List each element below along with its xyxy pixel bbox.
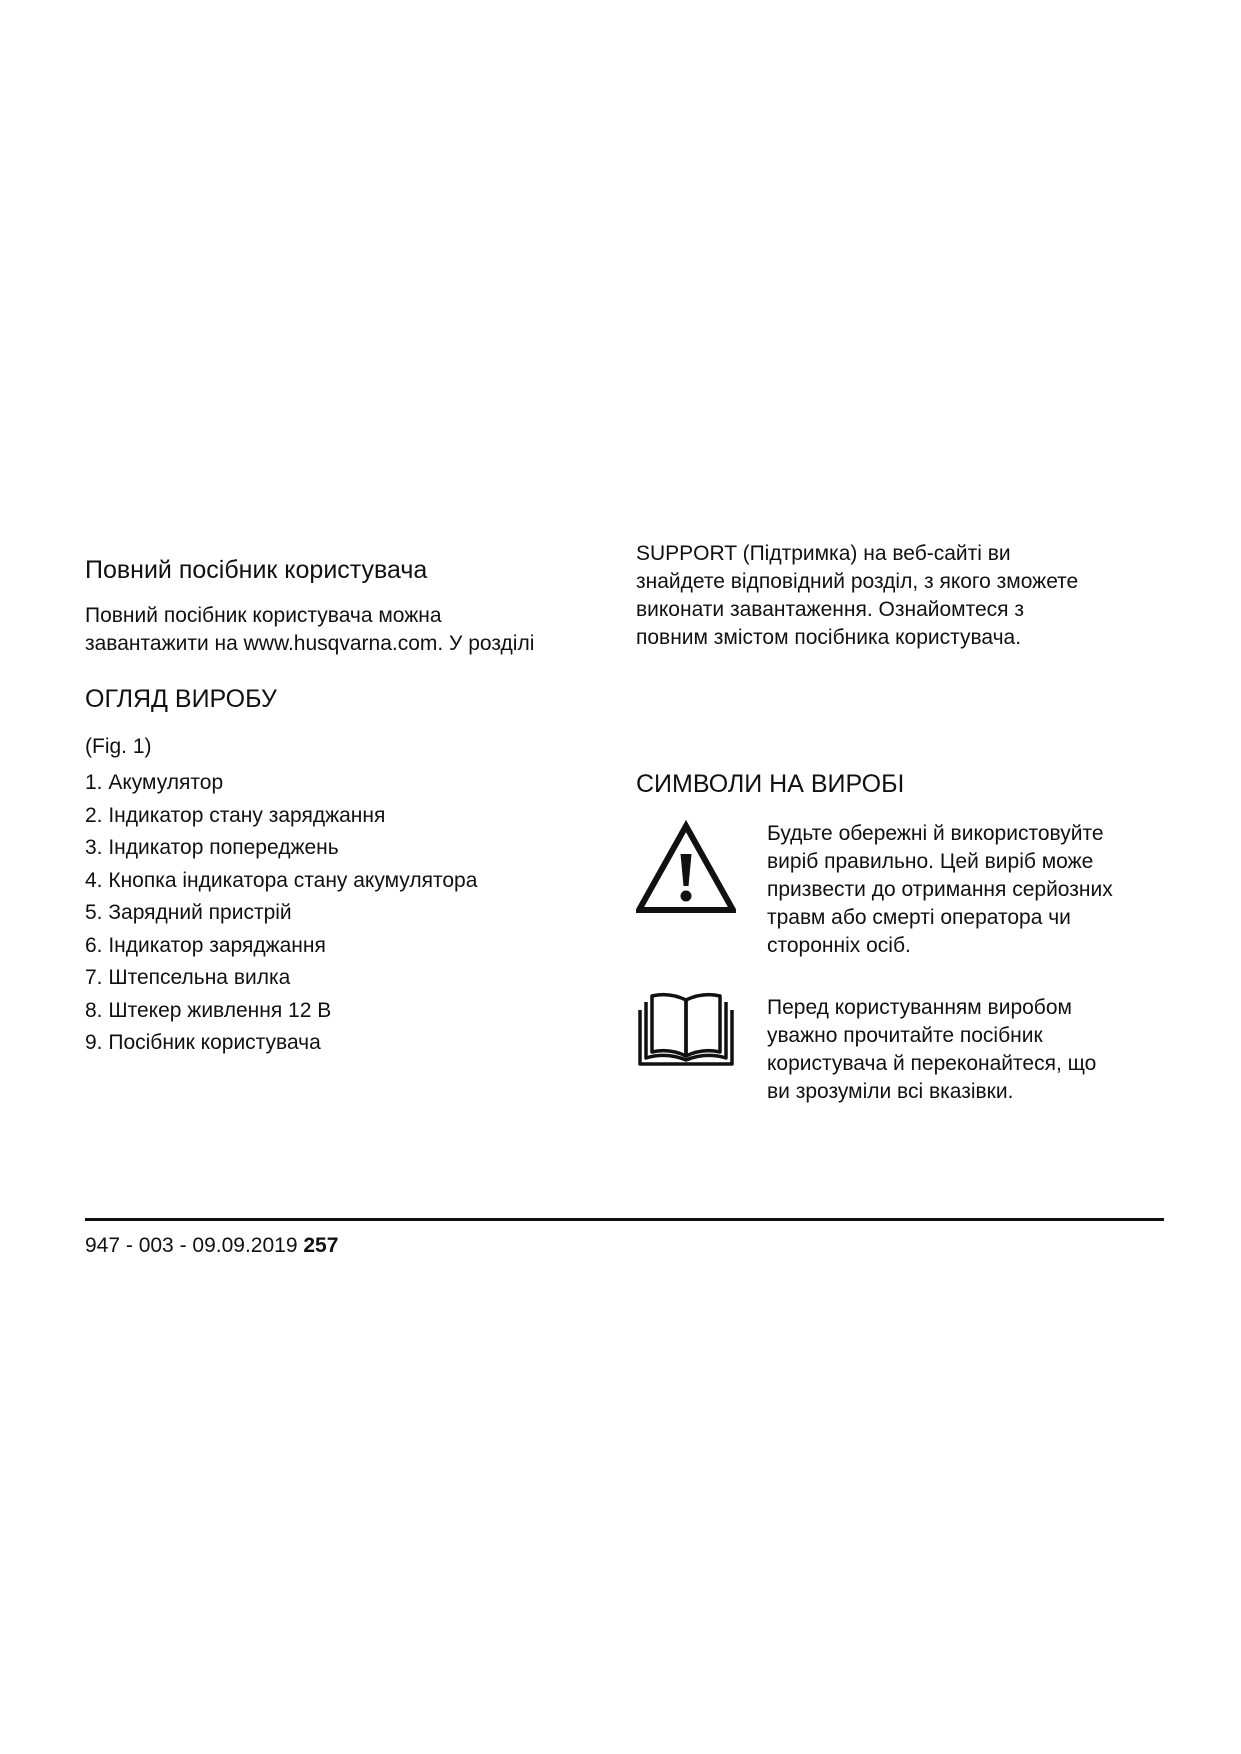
manual-heading: Повний посібник користувача (85, 556, 428, 584)
manual-paragraph (85, 602, 534, 658)
support-paragraph (636, 540, 1078, 652)
document-code: 947 - 003 - 09.09.2019 (85, 1234, 298, 1257)
list-item: 3. Індикатор попереджень (85, 836, 339, 859)
footer (85, 1232, 338, 1260)
list-item: 9. Посібник користувача (85, 1031, 321, 1054)
support-text-line: виконати завантаження. Ознайомтеся з (636, 598, 1024, 621)
manual-symbol-text-line: Перед користуванням виробом (767, 996, 1072, 1019)
manual-symbol-text-line: ви зрозуміли всі вказівки. (767, 1080, 1014, 1103)
parts-list (85, 769, 477, 1062)
warning-text-line: призвести до отримання серйозних (767, 878, 1113, 901)
overview-heading: ОГЛЯД ВИРОБУ (85, 685, 277, 713)
warning-text-line: виріб правильно. Цей виріб може (767, 850, 1094, 873)
manual-symbol-text-line: користувача й переконайтеся, що (767, 1052, 1097, 1075)
warning-triangle-icon (636, 820, 736, 920)
list-item: 1. Акумулятор (85, 771, 224, 794)
symbols-heading: СИМВОЛИ НА ВИРОБІ (636, 770, 905, 798)
manual-text (767, 994, 1096, 1106)
figure-reference: (Fig. 1) (85, 735, 152, 758)
support-text-line: знайдете відповідний розділ, з якого зможете (636, 570, 1079, 593)
warning-text-line: Будьте обережні й використовуйте (767, 822, 1104, 845)
manual-text-line: завантажити на www.husqvarna.com. У розділі (85, 632, 535, 655)
manual-text-line: Повний посібник користувача можна (85, 604, 442, 627)
list-item: 8. Штекер живлення 12 В (85, 998, 332, 1022)
list-item: 7. Штепсельна вилка (85, 966, 291, 989)
warning-text (767, 820, 1113, 960)
list-item: 2. Індикатор стану заряджання (85, 803, 386, 827)
page-number: 257 (303, 1234, 339, 1257)
list-item: 6. Індикатор заряджання (85, 933, 326, 957)
manual-symbol-text-line: уважно прочитайте посібник (767, 1024, 1043, 1047)
footer-rule (85, 1218, 1164, 1221)
list-item: 4. Кнопка індикатора стану акумулятора (85, 868, 478, 892)
open-book-icon (636, 992, 736, 1068)
warning-text-line: травм або смерті оператора чи (767, 906, 1071, 929)
list-item: 5. Зарядний пристрій (85, 901, 292, 924)
support-text-line: повним змістом посібника користувача. (636, 626, 1022, 649)
support-text-line: SUPPORT (Підтримка) на веб-сайті ви (636, 542, 1011, 565)
warning-text-line: сторонніх осіб. (767, 934, 911, 957)
